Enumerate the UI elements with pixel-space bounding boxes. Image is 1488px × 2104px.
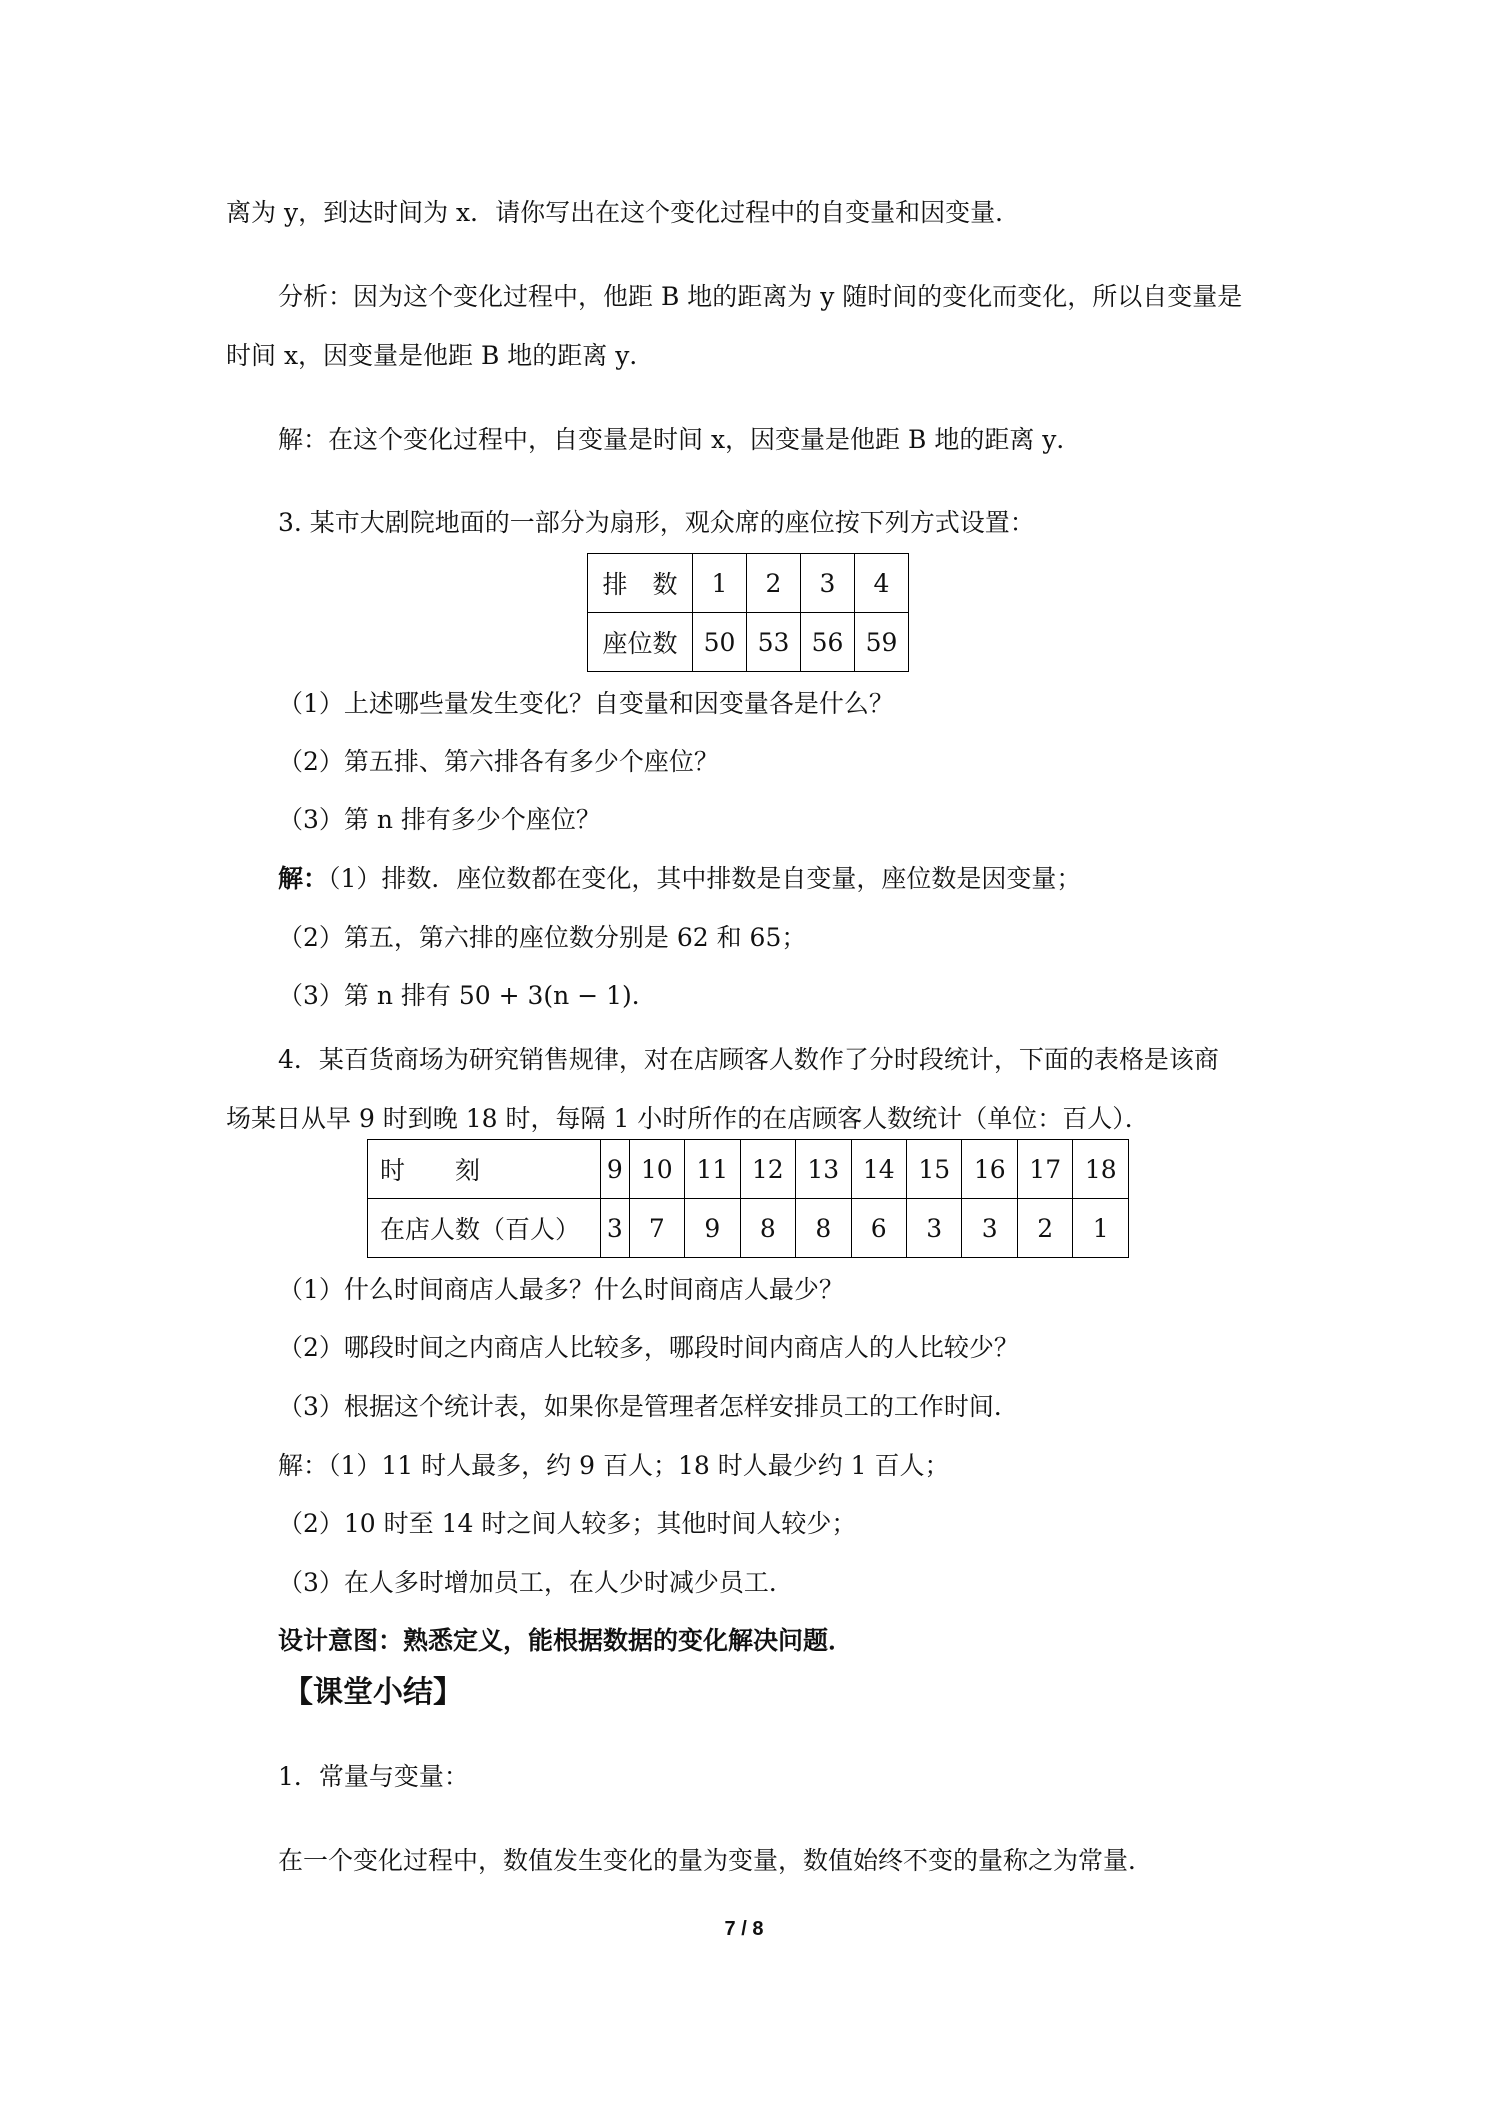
table-cell: 11 xyxy=(685,1140,740,1199)
table-cell: 16 xyxy=(962,1140,1017,1199)
text-line: （1）上述哪些量发生变化？自变量和因变量各是什么？ xyxy=(278,689,894,718)
table-cell: 2 xyxy=(1017,1199,1072,1258)
answer-label: 解： xyxy=(278,864,329,893)
table-cell: 9 xyxy=(685,1199,740,1258)
table-cell: 7 xyxy=(629,1199,684,1258)
text-line: （3）根据这个统计表，如果你是管理者怎样安排员工的工作时间． xyxy=(278,1392,1019,1421)
table-cell: 8 xyxy=(796,1199,851,1258)
table-cell: 9 xyxy=(601,1140,630,1199)
table-cell: 13 xyxy=(796,1140,851,1199)
table-cell: 50 xyxy=(693,613,747,672)
text-line: 解：在这个变化过程中，自变量是时间 x，因变量是他距 B 地的距离 y． xyxy=(278,425,1082,454)
text-line: 1．常量与变量： xyxy=(278,1762,469,1791)
table-cell: 14 xyxy=(851,1140,906,1199)
table-cell: 17 xyxy=(1017,1140,1072,1199)
text-line: 分析：因为这个变化过程中，他距 B 地的距离为 y 随时间的变化而变化，所以自变量是 xyxy=(278,282,1243,311)
table-cell: 10 xyxy=(629,1140,684,1199)
text-line: 离为 y，到达时间为 x．请你写出在这个变化过程中的自变量和因变量． xyxy=(226,198,1021,227)
text-line: 时间 x，因变量是他距 B 地的距离 y． xyxy=(226,341,655,370)
text-line: （2）第五排、第六排各有多少个座位？ xyxy=(278,747,719,776)
table-cell: 6 xyxy=(851,1199,906,1258)
table-cell: 53 xyxy=(747,613,801,672)
table-cell: 3 xyxy=(962,1199,1017,1258)
design-intent: 设计意图：熟悉定义，能根据数据的变化解决问题． xyxy=(278,1626,854,1655)
table-cell: 15 xyxy=(907,1140,962,1199)
table-cell: 1 xyxy=(1073,1199,1129,1258)
text-line: （2）10 时至 14 时之间人较多；其他时间人较少； xyxy=(278,1509,857,1538)
table-cell: 在店人数（百人） xyxy=(368,1199,601,1258)
text-line: （3）第 n 排有 50 + 3(n − 1)． xyxy=(278,981,657,1010)
text-line: （2）第五，第六排的座位数分别是 62 和 65； xyxy=(278,923,807,952)
text-line: （3）第 n 排有多少个座位？ xyxy=(278,805,601,834)
text-line: 解：（1）11 时人最多，约 9 百人；18 时人最少约 1 百人； xyxy=(278,1451,950,1480)
table-cell: 3 xyxy=(801,554,855,613)
table-cell: 排 数 xyxy=(588,554,693,613)
text-line: （3）在人多时增加员工，在人少时减少员工． xyxy=(278,1568,794,1597)
table-cell: 59 xyxy=(855,613,909,672)
table-cell: 1 xyxy=(693,554,747,613)
table-cell: 8 xyxy=(740,1199,795,1258)
seat-table xyxy=(587,553,909,672)
text-line: 3. 某市大剧院地面的一部分为扇形，观众席的座位按下列方式设置： xyxy=(278,508,1035,537)
text-line xyxy=(278,862,1081,896)
table-cell: 座位数 xyxy=(588,613,693,672)
text-line: 场某日从早 9 时到晚 18 时，每隔 1 小时所作的在店顾客人数统计（单位：百人）． xyxy=(226,1104,1150,1133)
table-cell: 56 xyxy=(801,613,855,672)
visitor-table xyxy=(367,1139,1129,1258)
table-cell: 时 刻 xyxy=(368,1140,601,1199)
table-cell: 18 xyxy=(1073,1140,1129,1199)
table-cell: 4 xyxy=(855,554,909,613)
section-heading: 【课堂小结】 xyxy=(283,1675,463,1710)
text-line: 在一个变化过程中，数值发生变化的量为变量，数值始终不变的量称之为常量． xyxy=(278,1846,1154,1875)
text-line: （1）什么时间商店人最多？什么时间商店人最少？ xyxy=(278,1275,844,1304)
text-line: （2）哪段时间之内商店人比较多，哪段时间内商店人的人比较少？ xyxy=(278,1333,1019,1362)
text-line: 4．某百货商场为研究销售规律，对在店顾客人数作了分时段统计，下面的表格是该商 xyxy=(278,1045,1219,1074)
table-cell: 2 xyxy=(747,554,801,613)
table-cell: 12 xyxy=(740,1140,795,1199)
table-cell: 3 xyxy=(601,1199,630,1258)
answer-text: （1）排数．座位数都在变化，其中排数是自变量，座位数是因变量； xyxy=(328,864,1082,893)
page-number: 7 / 8 xyxy=(724,1918,764,1940)
table-cell: 3 xyxy=(907,1199,962,1258)
